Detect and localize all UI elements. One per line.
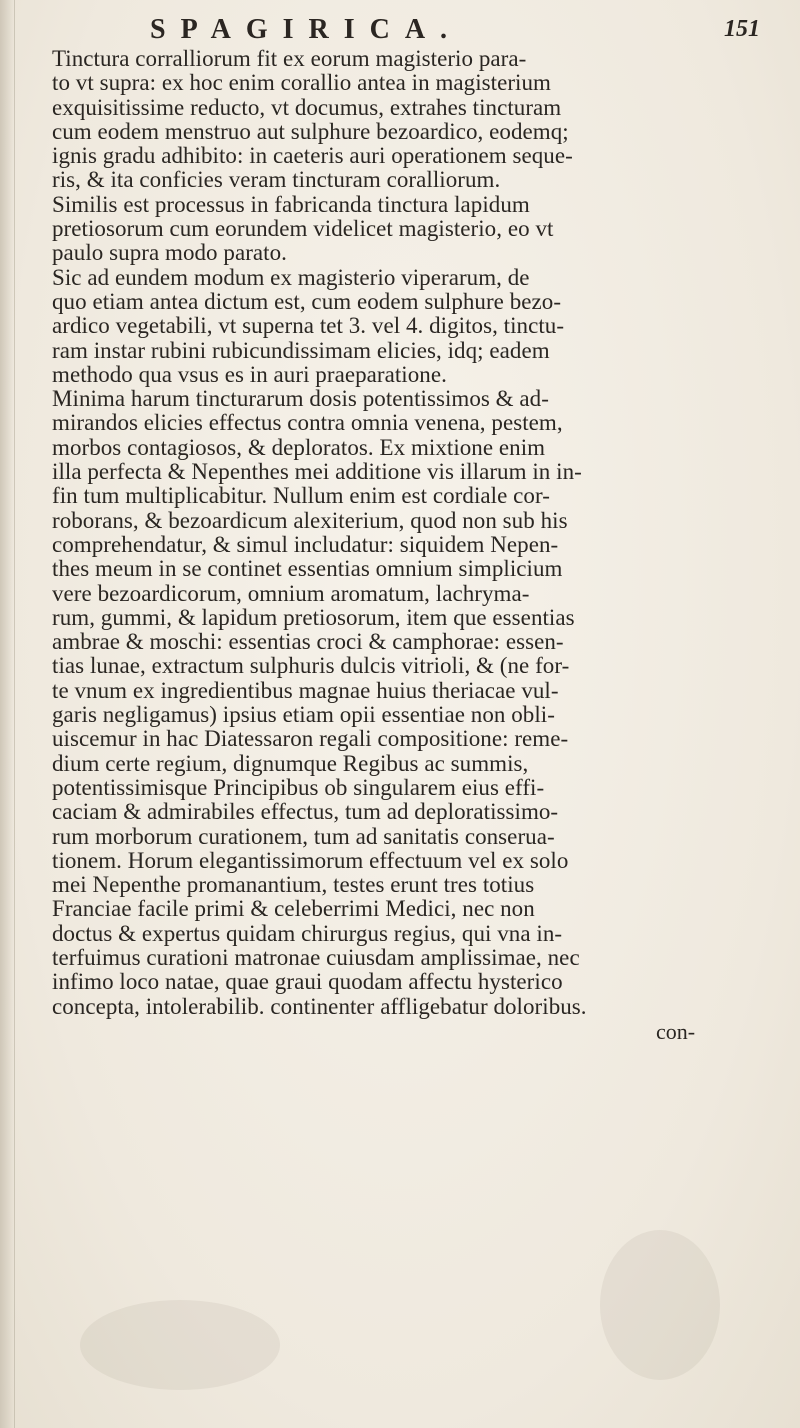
text-line: quo etiam antea dictum est, cum eodem sulphure bezo- [52, 288, 562, 314]
text-line: uiscemur in hac Diatessaron regali compositione: reme- [52, 726, 569, 752]
text-line: to vt supra: ex hoc enim corallio antea in magisterium [52, 70, 551, 96]
text-line: mei Nepenthe promanantium, testes erunt tres totius [52, 872, 535, 898]
main-text [52, 47, 792, 1049]
text-line: exquisitissime reducto, vt documus, extrahes tincturam [52, 94, 562, 120]
page-number: 151 [724, 16, 760, 42]
text-line: doctus & expertus quidam chirurgus regius, qui vna in- [52, 920, 563, 946]
text-line: roborans, & bezoardicum alexiterium, quod non sub his [52, 507, 568, 533]
text-line: pretiosorum cum eorundem videlicet magisterio, eo vt [52, 216, 554, 242]
text-line: ambrae & moschi: essentias croci & camphorae: essen- [52, 629, 564, 655]
text-line: ram instar rubini rubicundissimam elicies, idq; eadem [52, 337, 550, 363]
text-line: cum eodem menstruo aut sulphure bezoardico, eodemq; [52, 118, 569, 144]
text-line: ardico vegetabili, vt superna tet 3. vel 4. digitos, tinctu- [52, 313, 565, 339]
paper-stain [600, 1230, 720, 1380]
text-line: thes meum in se continet essentias omnium simplicium [52, 556, 563, 582]
text-line: ris, & ita conficies veram tincturam coralliorum. [52, 167, 501, 193]
text-line: illa perfecta & Nepenthes mei additione vis illarum in in- [52, 459, 582, 485]
text-line: fin tum multiplicabitur. Nullum enim est cordiale cor- [52, 483, 550, 509]
text-line: potentissimisque Principibus ob singularem eius effi- [52, 774, 545, 800]
text-line: mirandos elicies effectus contra omnia venena, pestem, [52, 410, 563, 436]
text-line: methodo qua vsus es in auri praeparatione. [52, 361, 447, 387]
gutter-shadow [0, 0, 14, 1428]
text-line: caciam & admirabiles effectus, tum ad deploratissimo- [52, 799, 559, 825]
paper-stain [80, 1300, 280, 1390]
text-line: comprehendatur, & simul includatur: siquidem Nepen- [52, 531, 559, 557]
text-line: Tinctura corralliorum fit ex eorum magisterio para- [52, 46, 527, 71]
gutter-edge [14, 0, 15, 1428]
text-line: Similis est processus in fabricanda tinctura lapidum [52, 191, 530, 217]
text-line: paulo supra modo parato. [52, 240, 287, 266]
text-line: morbos contagiosos, & deploratos. Ex mixtione enim [52, 434, 546, 460]
text-line: rum, gummi, & lapidum pretiosorum, item que essentias [52, 604, 575, 630]
running-title: SPAGIRICA. [150, 14, 463, 45]
catchword: con- [656, 1018, 696, 1044]
text-line: tionem. Horum elegantissimorum effectuum vel ex solo [52, 847, 569, 873]
text-line: concepta, intolerabilib. continenter affligebatur doloribus. [52, 993, 587, 1019]
text-line: rum morborum curationem, tum ad sanitatis conserua- [52, 823, 555, 849]
text-line: Minima harum tincturarum dosis potentissimos & ad- [52, 386, 549, 412]
text-line: terfuimus curationi matronae cuiusdam amplissimae, nec [52, 944, 580, 970]
text-line: Sic ad eundem modum ex magisterio viperarum, de [52, 264, 530, 290]
text-line: te vnum ex ingredientibus magnae huius theriacae vul- [52, 677, 559, 703]
text-line: garis negligamus) ipsius etiam opii essentiae non obli- [52, 702, 555, 728]
catchword-row [52, 1019, 792, 1049]
text-line: ignis gradu adhibito: in caeteris auri operationem seque- [52, 143, 573, 169]
text-line: infimo loco natae, quae graui quodam affectu hysterico [52, 969, 563, 995]
text-line: tias lunae, extractum sulphuris dulcis vitrioli, & (ne for- [52, 653, 570, 679]
text-line: Franciae facile primi & celeberrimi Medici, nec non [52, 896, 535, 922]
text-line: dium certe regium, dignumque Regibus ac summis, [52, 750, 529, 776]
text-line: vere bezoardicorum, omnium aromatum, lachryma- [52, 580, 530, 606]
